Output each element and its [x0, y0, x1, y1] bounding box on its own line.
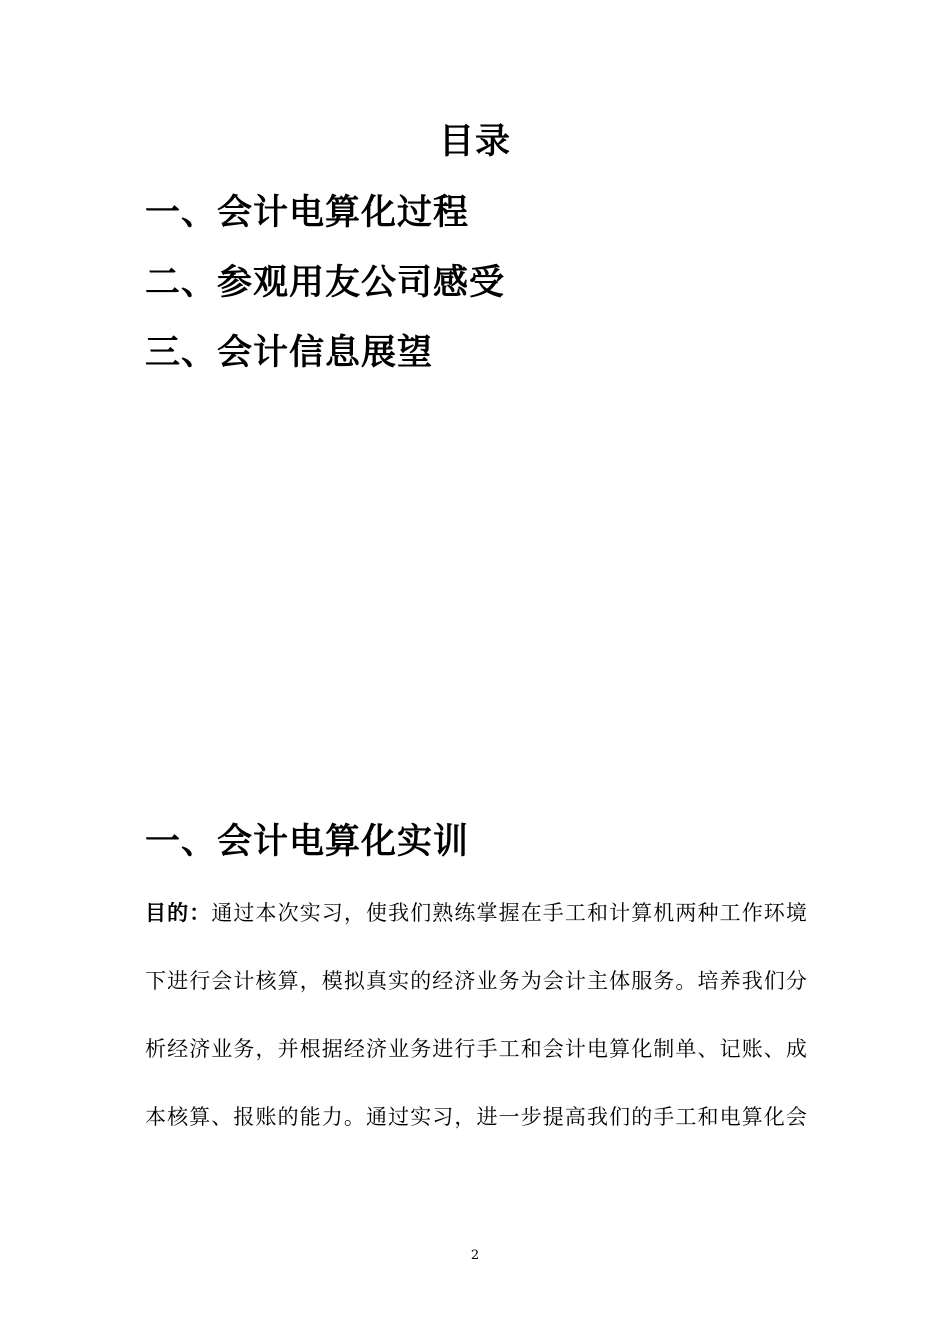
purpose-label: 目的：: [145, 900, 212, 925]
paragraph-line-1: [145, 892, 810, 960]
toc-title: 目录: [438, 121, 511, 162]
paragraph-line-1-text: 通过本次实习，使我们熟练掌握在手工和计算机两种工作环境: [211, 901, 809, 925]
paragraph-line-4: 本核算、报账的能力。通过实习，进一步提高我们的手工和电算化会: [145, 1105, 808, 1129]
toc-item-1: 一、会计电算化过程: [145, 192, 470, 233]
toc-item-2: 二、参观用友公司感受: [145, 262, 506, 303]
purpose-paragraph: [145, 892, 810, 1164]
toc-item-3: 三、会计信息展望: [145, 332, 434, 373]
page-number: 2: [470, 1248, 480, 1263]
section-heading: 一、会计电算化实训: [145, 821, 470, 862]
paragraph-line-3: 析经济业务，并根据经济业务进行手工和会计电算化制单、记账、成: [145, 1037, 808, 1061]
paragraph-line-2: 下进行会计核算，模拟真实的经济业务为会计主体服务。培养我们分: [145, 969, 808, 993]
